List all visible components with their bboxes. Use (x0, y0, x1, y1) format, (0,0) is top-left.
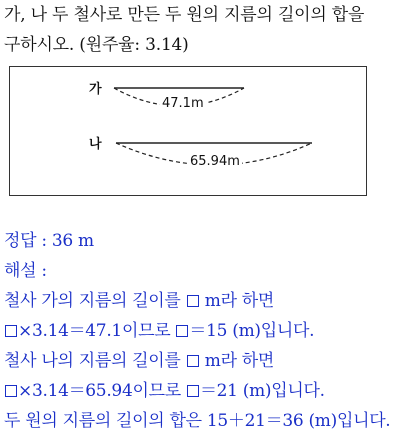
wires-diagram (10, 67, 368, 197)
wire-b-name: 나 (89, 137, 102, 152)
answer-line: 정답 : 36 m (4, 231, 94, 251)
step-2-text-b: ＝15 (m)입니다. (189, 321, 315, 341)
wire-a-length: 47.1m (162, 96, 204, 111)
blank-box (187, 385, 199, 397)
step-4-text-b: ＝21 (m)입니다. (199, 381, 325, 401)
question-line-1: 가, 나 두 철사로 만든 두 원의 지름의 길이의 합을 (4, 5, 365, 25)
figure-box (9, 66, 367, 196)
solution-step-2 (4, 316, 314, 346)
solution-step-3 (4, 346, 274, 376)
step-3-text-b: m라 하면 (199, 351, 275, 371)
solution-step-1 (4, 286, 274, 316)
step-1-text-b: m라 하면 (199, 291, 275, 311)
question-line-2: 구하시오. (원주율: 3.14) (4, 35, 189, 55)
blank-box (5, 385, 17, 397)
step-4-text-a: ×3.14＝65.94이므로 (18, 381, 186, 401)
wire-a-name: 가 (89, 82, 102, 97)
explanation-heading: 해설 : (4, 261, 47, 281)
blank-box (176, 325, 188, 337)
blank-box (5, 325, 17, 337)
wire-b-length: 65.94m (190, 154, 240, 169)
solution-step-5: 두 원의 지름의 길이의 합은 15＋21＝36 (m)입니다. (4, 411, 391, 431)
step-2-text-a: ×3.14＝47.1이므로 (18, 321, 176, 341)
blank-box (187, 295, 199, 307)
step-1-text-a: 철사 가의 지름의 길이를 (4, 291, 186, 311)
step-3-text-a: 철사 나의 지름의 길이를 (4, 351, 186, 371)
blank-box (187, 355, 199, 367)
solution-step-4 (4, 376, 325, 406)
